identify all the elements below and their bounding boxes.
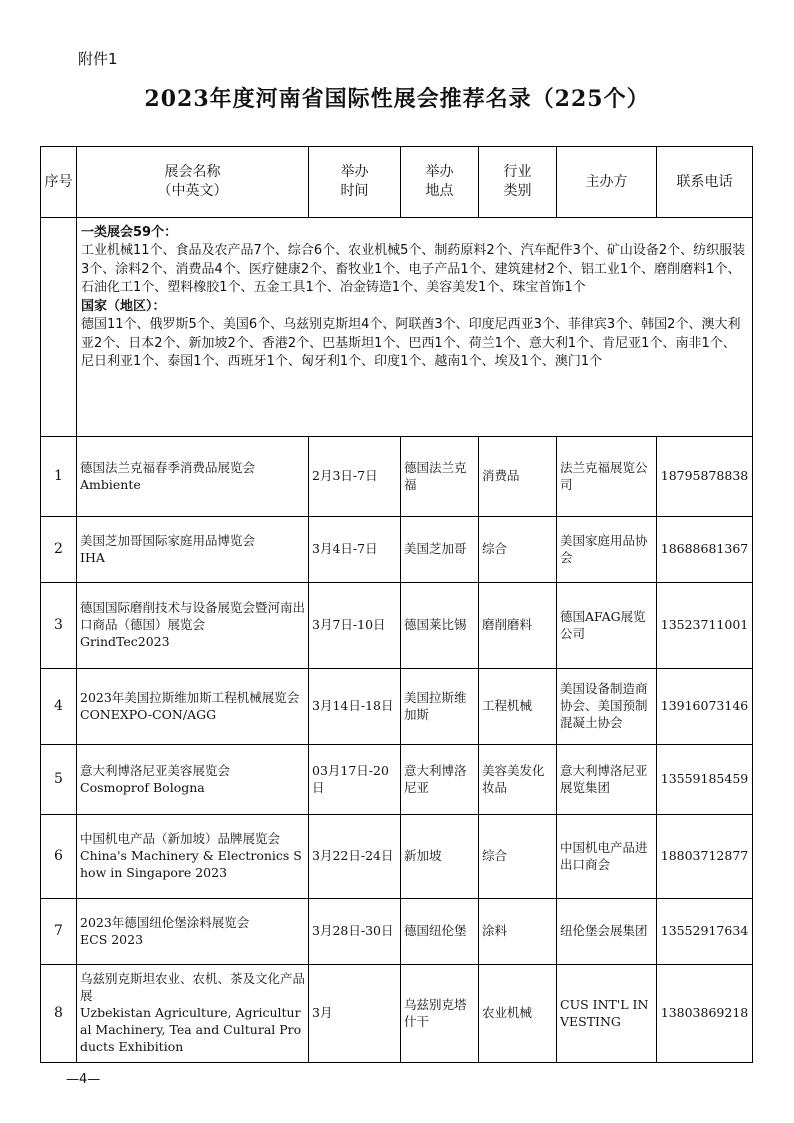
row-index-text: 3 <box>54 617 63 634</box>
row-industry <box>479 899 557 965</box>
row-name-text: 乌兹别克斯坦农业、农机、茶及文化产品展 <box>80 971 306 1004</box>
exhibition-table <box>40 146 753 1063</box>
attachment-label: 附件1 <box>78 50 118 68</box>
row-place-text: 美国拉斯维加斯 <box>404 689 467 722</box>
row-phone <box>657 517 753 583</box>
row-name-text: 德国法兰克福春季消费品展览会 <box>80 459 256 475</box>
row-phone-text: 18688681367 <box>660 541 749 557</box>
row-name <box>77 669 309 745</box>
header-time-line2: 时间 <box>340 183 369 199</box>
row-name-text: 中国机电产品（新加坡）品牌展览会 <box>80 831 281 847</box>
row-industry-text: 综合 <box>482 541 508 557</box>
row-time-text: 2月3日-7日 <box>312 468 378 484</box>
header-place-line2: 地点 <box>425 183 454 199</box>
row-name-text: 美国芝加哥国际家庭用品博览会 <box>80 532 256 548</box>
row-place <box>401 745 479 815</box>
row-industry <box>479 517 557 583</box>
row-organizer <box>557 815 657 899</box>
header-time-line1: 举办 <box>340 164 369 181</box>
header-phone: 联系电话 <box>657 147 753 218</box>
row-organizer <box>557 669 657 745</box>
row-time <box>309 517 401 583</box>
row-place-text: 新加坡 <box>404 848 442 864</box>
row-industry-text: 综合 <box>482 848 508 864</box>
row-place-text: 意大利博洛尼亚 <box>404 762 467 795</box>
row-name <box>77 583 309 669</box>
row-time-text: 3月14日-18日 <box>312 698 394 714</box>
row-industry-text: 农业机械 <box>482 1005 533 1021</box>
table-row <box>41 965 753 1063</box>
row-time-text: 03月17日-20日 <box>312 762 389 795</box>
row-industry-text: 工程机械 <box>482 698 533 714</box>
row-place <box>401 437 479 517</box>
row-place <box>401 815 479 899</box>
row-time <box>309 745 401 815</box>
table-row <box>41 669 753 745</box>
summary-cell <box>77 218 753 437</box>
row-index-text: 5 <box>54 771 63 788</box>
row-index-text: 8 <box>54 1005 63 1022</box>
row-index <box>41 669 77 745</box>
row-industry <box>479 583 557 669</box>
row-industry-text: 消费品 <box>482 468 520 484</box>
row-place <box>401 583 479 669</box>
row-industry <box>479 815 557 899</box>
row-index <box>41 815 77 899</box>
row-industry-text: 涂料 <box>482 923 508 939</box>
row-time <box>309 899 401 965</box>
header-place <box>401 147 479 218</box>
row-index-text: 7 <box>54 923 63 940</box>
table-row <box>41 517 753 583</box>
header-industry <box>479 147 557 218</box>
row-time <box>309 583 401 669</box>
row-organizer-text: 法兰克福展览公司 <box>560 459 648 492</box>
row-name-en: China's Machinery & Electronics Show in Singapore 2023 <box>80 848 302 880</box>
row-organizer-text: 纽伦堡会展集团 <box>560 923 648 939</box>
row-phone-text: 18803712877 <box>660 848 749 864</box>
country-text: 德国11个、俄罗斯5个、美国6个、乌兹别克斯坦4个、阿联酋3个、印度尼西亚3个、菲律宾3个、韩国2个、澳大利亚2个、日本2个、新加坡2个、香港2个、巴基斯坦1个、巴西1个、荷兰1个、意大利1个、肯尼亚1个、南非1个、尼日利亚1个、泰国1个、西班牙1个、匈牙利1个、印度1个、越南1个、埃及1个、澳门1个 <box>81 317 741 370</box>
row-phone-text: 13916073146 <box>660 698 749 714</box>
row-name <box>77 965 309 1063</box>
row-place-text: 德国莱比锡 <box>404 617 467 633</box>
row-name-text: 德国国际磨削技术与设备展览会暨河南出口商品（德国）展览会 <box>80 600 306 633</box>
row-industry <box>479 669 557 745</box>
row-name-en: IHA <box>80 549 105 565</box>
row-phone <box>657 899 753 965</box>
row-organizer <box>557 517 657 583</box>
row-industry-text: 磨削磨料 <box>482 617 533 633</box>
row-organizer <box>557 745 657 815</box>
row-phone-text: 13803869218 <box>660 1005 749 1021</box>
row-time-text: 3月28日-30日 <box>312 923 394 939</box>
table-row <box>41 745 753 815</box>
table-row <box>41 437 753 517</box>
row-index <box>41 965 77 1063</box>
row-phone <box>657 437 753 517</box>
row-name <box>77 899 309 965</box>
row-phone-text: 13559185459 <box>660 771 749 787</box>
table-row <box>41 815 753 899</box>
table-row <box>41 583 753 669</box>
row-time <box>309 669 401 745</box>
row-phone <box>657 815 753 899</box>
row-index <box>41 517 77 583</box>
row-name-text: 意大利博洛尼亚美容展览会 <box>80 762 231 778</box>
table-header-row <box>41 147 753 218</box>
row-organizer <box>557 583 657 669</box>
row-name <box>77 815 309 899</box>
row-time <box>309 815 401 899</box>
row-industry <box>479 745 557 815</box>
header-place-line1: 举办 <box>425 164 454 181</box>
row-name-en: Uzbekistan Agriculture, Agricultural Machinery, Tea and Cultural Products Exhibition <box>80 1005 302 1054</box>
row-time-text: 3月 <box>312 1005 333 1021</box>
header-time <box>309 147 401 218</box>
row-name <box>77 517 309 583</box>
header-organizer: 主办方 <box>557 147 657 218</box>
row-organizer-text: 德国AFAG展览公司 <box>560 608 646 641</box>
row-name-en: Ambiente <box>80 476 141 492</box>
row-name-en: GrindTec2023 <box>80 633 170 649</box>
summary-row <box>41 218 753 437</box>
header-industry-line2: 类别 <box>503 183 532 199</box>
row-time-text: 3月7日-10日 <box>312 617 386 633</box>
row-name <box>77 437 309 517</box>
row-name-en: Cosmoprof Bologna <box>80 779 205 795</box>
row-organizer-text: 意大利博洛尼亚展览集团 <box>560 762 648 795</box>
row-organizer-text: 美国家庭用品协会 <box>560 532 648 565</box>
category-heading: 一类展会59个： <box>81 225 178 240</box>
row-place <box>401 517 479 583</box>
row-phone <box>657 669 753 745</box>
row-phone <box>657 583 753 669</box>
row-place <box>401 669 479 745</box>
row-time-text: 3月22日-24日 <box>312 848 394 864</box>
header-name-line2: （中英文） <box>157 183 228 199</box>
category-text: 工业机械11个、食品及农产品7个、综合6个、农业机械5个、制药原料2个、汽车配件3个、矿山设备2个、纺织服装3个、涂料2个、消费品4个、医疗健康2个、畜牧业1个、电子产品1个、建筑建材2个、铝工业1个、磨削磨料1个、石油化工1个、塑料橡胶1个、五金工具1个、冶金铸造1个、美容美发1个、珠宝首饰1个 <box>81 243 746 296</box>
row-organizer <box>557 965 657 1063</box>
row-index-text: 6 <box>54 848 63 865</box>
row-index-text: 1 <box>54 468 63 485</box>
row-time <box>309 965 401 1063</box>
row-name-en: ECS 2023 <box>80 931 144 947</box>
row-name-text: 2023年美国拉斯维加斯工程机械展览会 <box>80 689 300 705</box>
row-index-text: 2 <box>54 541 63 558</box>
row-index <box>41 899 77 965</box>
row-index <box>41 583 77 669</box>
row-industry <box>479 437 557 517</box>
row-name-text: 2023年德国纽伦堡涂料展览会 <box>80 914 250 930</box>
row-industry <box>479 965 557 1063</box>
table-row <box>41 899 753 965</box>
row-industry-text: 美容美发化妆品 <box>482 762 545 795</box>
document-title: 2023年度河南省国际性展会推荐名录（225个） <box>144 86 650 112</box>
row-index-text: 4 <box>54 698 63 715</box>
row-phone-text: 18795878838 <box>660 468 749 484</box>
row-organizer-text: 美国设备制造商协会、美国预制混凝土协会 <box>560 681 648 730</box>
row-organizer <box>557 437 657 517</box>
row-organizer <box>557 899 657 965</box>
row-phone-text: 13523711001 <box>660 617 749 633</box>
row-name-en: CONEXPO-CON/AGG <box>80 706 217 722</box>
row-place-text: 乌兹别克塔什干 <box>404 996 467 1029</box>
row-index <box>41 437 77 517</box>
row-index <box>41 745 77 815</box>
header-index: 序号 <box>41 147 77 218</box>
row-place <box>401 965 479 1063</box>
header-name-line1: 展会名称 <box>164 164 221 181</box>
row-phone-text: 13552917634 <box>660 923 749 939</box>
row-organizer-text: 中国机电产品进出口商会 <box>560 839 648 872</box>
page-number: —4— <box>66 1072 101 1087</box>
row-time-text: 3月4日-7日 <box>312 541 378 557</box>
row-phone <box>657 965 753 1063</box>
row-phone <box>657 745 753 815</box>
header-name <box>77 147 309 218</box>
row-place-text: 德国法兰克福 <box>404 459 467 492</box>
row-organizer-text: CUS INT'L INVESTING <box>560 996 649 1029</box>
row-name <box>77 745 309 815</box>
row-place-text: 美国芝加哥 <box>404 541 467 557</box>
row-place-text: 德国纽伦堡 <box>404 923 467 939</box>
row-place <box>401 899 479 965</box>
row-time <box>309 437 401 517</box>
country-heading: 国家（地区）： <box>81 298 166 314</box>
header-industry-line1: 行业 <box>503 164 532 181</box>
